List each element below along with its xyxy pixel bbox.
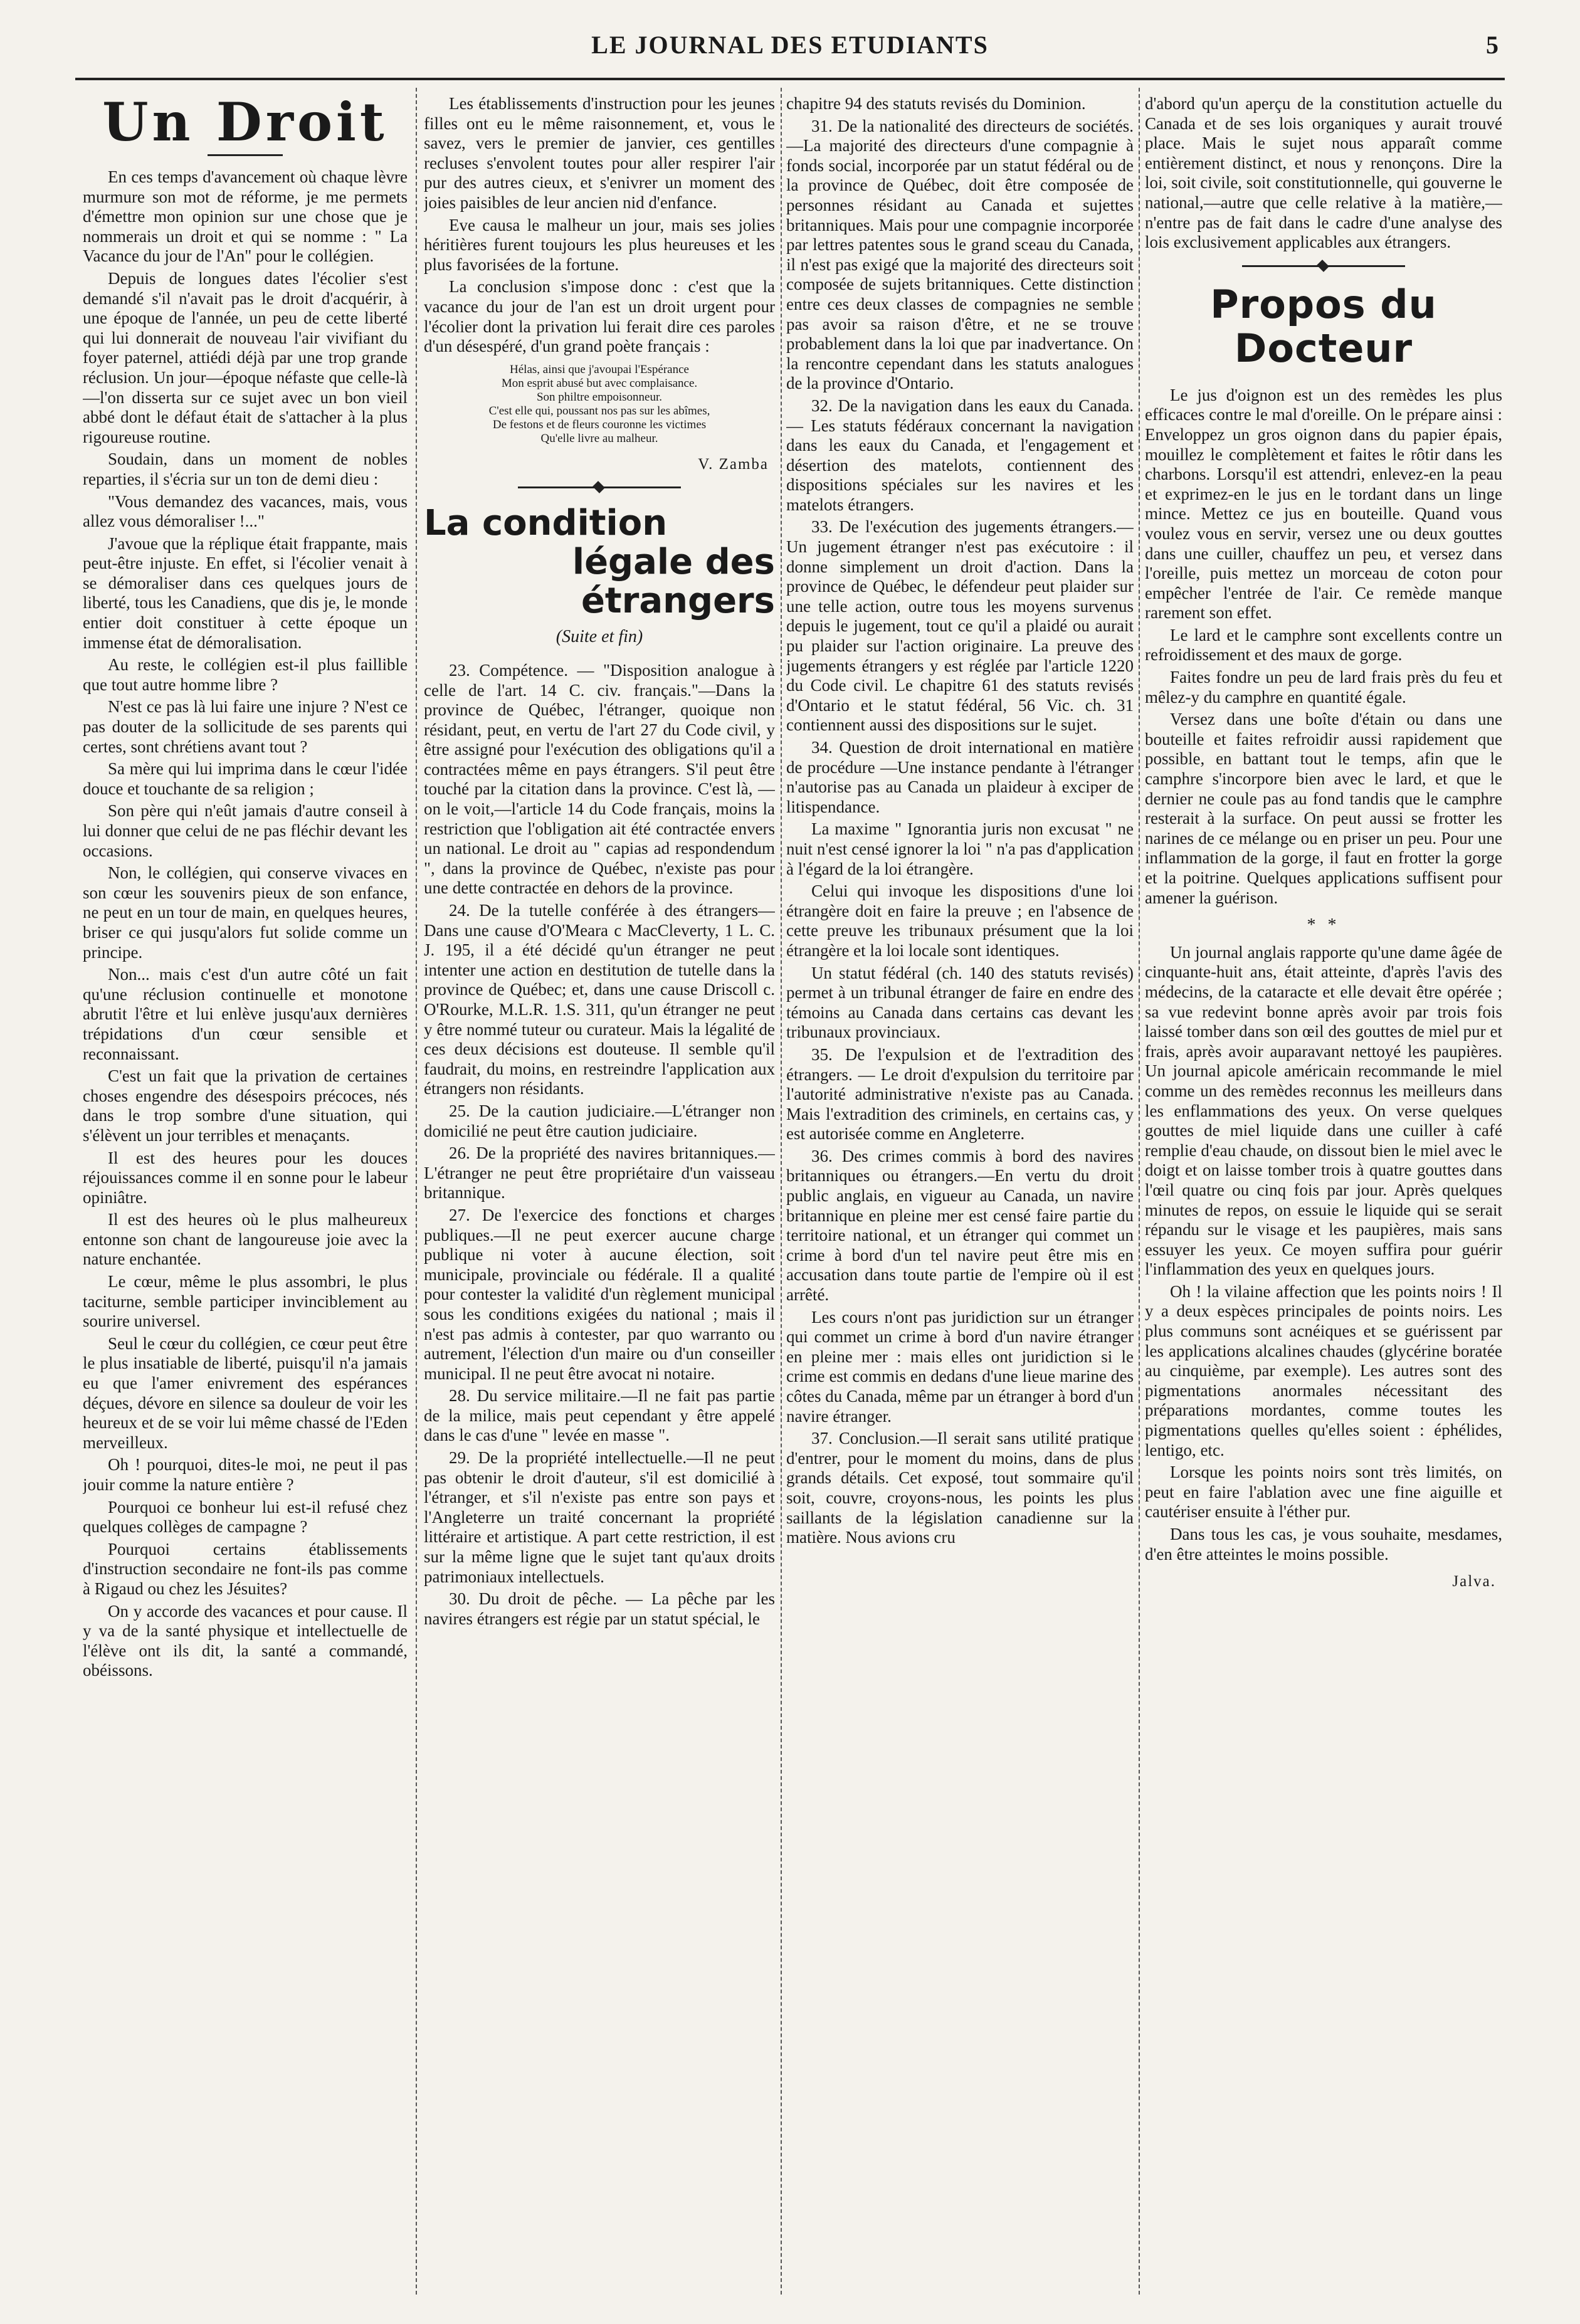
paragraph: 25. De la caution judiciaire.—L'étranger non domicilié ne peut être caution judiciaire. [424, 1101, 775, 1140]
article-title-line-1: La condition [424, 503, 668, 544]
poem-line: Son philtre empoisonneur. [536, 390, 662, 404]
paragraph: Il est des heures pour les douces réjouissances comme il en sonne pour le labeur opiniâtre. [83, 1148, 408, 1207]
paragraph: Un statut fédéral (ch. 140 des statuts revisés) permet à un tribunal étranger de faire en endre des témoins au Canada dans certains cas devant les tribunaux provinciaux. [786, 963, 1134, 1042]
ornament-divider [1242, 263, 1405, 269]
asterism: * * [1307, 915, 1340, 935]
paragraph: 36. Des crimes commis à bord des navires britanniques ou étrangers.—En vertu du droit public anglais, en vigueur au Canada, un navire britannique en pleine mer est censé faire partie du territoire national, et un étranger qui commet un crime à bord d'un tel navire peut être mis en accusation dans toute partie de l'empire où il est arrêté. [786, 1146, 1134, 1305]
paragraph: Sa mère qui lui imprima dans le cœur l'idée douce et touchante de sa religion ; [83, 759, 408, 798]
paragraph: Seul le cœur du collégien, ce cœur peut être le plus insatiable de liberté, puisqu'il n'a jamais eu que l'amer enivrement des espérances déçues, dévore en silence sa douleur de voir les heureux et de se voir lui même chassé de l'Eden merveilleux. [83, 1333, 408, 1452]
column-4 [1145, 94, 1502, 2295]
paragraph: C'est un fait que la privation de certaines choses engendre des désespoirs précoces, nés dans le trop sombre d'une situation, qui s'élèvent un jour terribles et menaçants. [83, 1066, 408, 1145]
paragraph: chapitre 94 des statuts revisés du Dominion. [786, 94, 1086, 113]
paragraph: Soudain, dans un moment de nobles reparties, il s'écria sur un ton de demi dieu : [83, 450, 408, 488]
paragraph: La maxime " Ignorantia juris non excusat " ne nuit n'est censé ignorer la loi " n'a pas d'application à l'égard de la loi étrangère. [786, 819, 1134, 878]
paragraph: Son père qui n'eût jamais d'autre conseil à lui donner que celui de ne pas fléchir devant les occasions. [83, 801, 408, 860]
column-divider [1139, 88, 1140, 2295]
paragraph: Il est des heures où le plus malheureux entonne son chant de langoureuse joie avec la nature enchantée. [83, 1210, 408, 1269]
paragraph: 32. De la navigation dans les eaux du Canada. — Les statuts fédéraux concernant la navigation dans les eaux du Canada, et l'engagement et désertion des matelots, contiennent des dispositions spéciales sur les navires et les matelots étrangers. [786, 396, 1134, 514]
paragraph: Le lard et le camphre sont excellents contre un refroidissement et des maux de gorge. [1145, 625, 1502, 665]
paragraph: 34. Question de droit international en matière de procédure —Une instance pendante à l'étranger n'autorise pas au Canada un plaideur à exciper de litispendance. [786, 738, 1134, 816]
paragraph: 30. Du droit de pêche. — La pêche par les navires étrangers est régie par un statut spécial, le [424, 1589, 775, 1628]
paragraph: En ces temps d'avancement où chaque lèvre murmure son mot de réforme, je me permets d'émettre mon opinion sur une chose que je nommerais un droit et qui se nomme : " La Vacance du jour de l'An" pour le collégien. [83, 167, 408, 266]
paragraph: Lorsque les points noirs sont très limités, on peut en faire l'ablation avec une fine aiguille et cautériser ensuite à l'éther pur. [1145, 1463, 1502, 1522]
column-divider [781, 88, 782, 2295]
paragraph: 28. Du service militaire.—Il ne fait pas partie de la milice, mais peut cependant y être appelé dans le cas d'une " levée en masse ". [424, 1386, 775, 1445]
paragraph: 29. De la propriété intellectuelle.—Il ne peut pas obtenir le droit d'auteur, s'il est domicilié à l'étranger, et s'il n'existe pas entre son pays et l'Angleterre un traité concernant la propriété littéraire et artistique. A part cette restriction, il est sur la même ligne que le sujet tant qu'aux droits patrimoniaux intellectuels. [424, 1448, 775, 1586]
paragraph: 23. Compétence. — "Disposition analogue à celle de l'art. 14 C. civ. français."—Dans la province de Québec, l'étranger, quoique non résidant, peut, en vertu de l'art 27 du Code civil, y être assigné pour l'exécution des obligations qu'il a contractées même en pays étrangers. S'il peut être touché par la citation dans la province. C'est là, —on le voit,—l'article 14 du Code français, moins la restriction que l'obligation ait été contractée envers un national. Le droit au " capias ad respondendum ", dans la province de Québec, n'existe pas pour une dette contractée en dehors de la province. [424, 660, 775, 898]
paragraph: J'avoue que la réplique était frappante, mais peut-être injuste. En effet, si l'écolier venait à se démoraliser dans ces quelques jours de liberté, tous les Canadiens, que dis je, le monde entier doit constituer à cette époque un immense état de démoralisation. [83, 534, 408, 652]
paragraph: 31. De la nationalité des directeurs de sociétés.—La majorité des directeurs d'une compagnie à fonds social, incorporée par un statut fédéral ou de la province de Québec, doit être composée de personnes résidant au Canada et sujettes britanniques. Mais pour une compagnie incorporée par lettres patentes sous le grand sceau du Canada, il n'est pas exigé que la majorité des directeurs soit composée de sujets britanniques. Cette distinction entre ces deux classes de compagnies ne semble pas avoir sa raison d'être, et ne se trouve probablement dans la loi que par inadvertance. On la rencontre cependant dans les statuts analogues de la province d'Ontario. [786, 116, 1134, 393]
paragraph: Celui qui invoque les dispositions d'une loi étrangère doit en faire la preuve ; en l'absence de cette preuve les tribunaux présument que la loi étrangère et la loi locale sont identiques. [786, 881, 1134, 960]
page-header [82, 25, 1498, 69]
paragraph: 35. De l'expulsion et de l'extradition des étrangers. — Le droit d'expulsion du territoire par l'autorité administrative n'existe pas au Canada. Mais l'extradition des criminels, en certains cas, y est autorisée comme en Angleterre. [786, 1044, 1134, 1144]
article-title-line-2: légale des étrangers [572, 542, 775, 622]
title-rule [208, 154, 283, 156]
poem-line: Qu'elle livre au malheur. [540, 431, 658, 445]
paragraph: 27. De l'exercice des fonctions et charges publiques.—Il ne peut exercer aucune charge publique ni voter à aucune élection, soit municipale, provinciale ou fédérale. Il a qualité pour contester la validité d'un règlement municipal sous les conditions exigées du national ; mais il n'est pas admis à contester, par quo warranto ou autrement, l'élection d'un maire ou d'un conseiller municipal. Il ne peut être avocat ni notaire. [424, 1205, 775, 1383]
column-divider [416, 88, 417, 2295]
paragraph: Eve causa le malheur un jour, mais ses jolies héritières furent toujours les plus heureuses et les plus favorisées de la fortune. [424, 215, 775, 274]
paragraph: Oh ! pourquoi, dites-le moi, ne peut il pas jouir comme la nature entière ? [83, 1455, 408, 1494]
paragraph: Les cours n'ont pas juridiction sur un étranger qui commet un crime à bord d'un navire étranger en pleine mer : mais elles ont juridiction si le crime est commis en dedans d'une lieue marine des côtes du Canada, même par un étranger à bord d'un navire étranger. [786, 1307, 1134, 1426]
poem-line: Hélas, ainsi que j'avoupai l'Espérance [510, 362, 689, 376]
paragraph: Les établissements d'instruction pour les jeunes filles ont eu le même raisonnement, et, vous le savez, vers le premier de janvier, ces gentilles recluses s'envolent toutes pour aller respirer l'air pur des autres cieux, et s'enivrer un moment des joies paisibles de leur ancien nid d'enfance. [424, 94, 775, 212]
poem-quote [424, 363, 775, 446]
page-number: 5 [1486, 31, 1498, 59]
header-rule [75, 78, 1505, 80]
poem-line: De festons et de fleurs couronne les victimes [492, 418, 707, 431]
ornament-divider [518, 484, 681, 490]
paragraph: "Vous demandez des vacances, mais, vous allez vous démoraliser !..." [83, 492, 408, 531]
article-body [83, 167, 408, 1681]
paragraph: Pourquoi ce bonheur lui est-il refusé chez quelques collèges de campagne ? [83, 1497, 408, 1537]
paragraph: Le jus d'oignon est un des remèdes les plus efficaces contre le mal d'oreille. On le prépare ainsi : Enveloppez un gros oignon dans du papier épais, mouillez le complètement et faites le rôtir dans les charbons. Lorsqu'il est attendri, enlevez-en la peau et exprimez-en le jus en le tordant dans un linge mince. Mettez ce jus en bouteille. Quand vous voulez vous en servir, versez une ou deux gouttes dans une cuiller, chauffez un peu, et versez dans l'oreille, puis mettez un morceau de coton pour empêcher l'entrée de l'air. Ce remède manque rarement son effet. [1145, 385, 1502, 623]
paragraph: 26. De la propriété des navires britanniques.—L'étranger ne peut être propriétaire d'un vaisseau britannique. [424, 1144, 775, 1202]
author-signature: Jalva. [1452, 1573, 1496, 1591]
paragraph: d'abord qu'un aperçu de la constitution actuelle du Canada et de ses lois organiques y aurait trouvé place. Mais le sujet nous apparaît comme entièrement distinct, et nous y renonçons. Dire la loi, soit civile, soit constitutionnelle, qui gouverne le national,—autre que celle relative à la matière,—n'entre pas de fait dans le cadre d'une analyse des lois exclusivement applicables aux étrangers. [1145, 94, 1502, 252]
article-body [1145, 386, 1502, 908]
article-title-un-droit: Un Droit [102, 94, 388, 153]
column-1 [83, 94, 408, 2295]
paragraph: Depuis de longues dates l'écolier s'est demandé s'il n'avait pas le droit d'acquérir, à une époque de l'année, un peu de cette liberté qui lui donnerait de nouveau l'air vivifiant du foyer paternel, attiédi déjà par une trop grande réclusion. Un jour—époque néfaste que celle-là—l'on disserta sur ce sujet avec un bon vieil abbé dont le défaut était de s'attacher à la plus rigoureuse routine. [83, 268, 408, 446]
author-signature: V. Zamba [698, 455, 769, 473]
article-title-propos: Propos du Docteur [1210, 281, 1437, 371]
poem-line: C'est elle qui, poussant nos pas sur les abîmes, [488, 404, 710, 418]
paragraph: N'est ce pas là lui faire une injure ? N'est ce pas douter de la sollicitude de ses parents qui certes, sont chrétiens avant tout ? [83, 697, 408, 756]
paragraph: Dans tous les cas, je vous souhaite, mesdames, d'en être atteintes le moins possible. [1145, 1525, 1502, 1564]
article-body [424, 661, 775, 1629]
article-body [1145, 943, 1502, 1564]
article-body [424, 94, 775, 357]
journal-title: LE JOURNAL DES ETUDIANTS [591, 31, 989, 59]
paragraph: La conclusion s'impose donc : c'est que la vacance du jour de l'an est un droit urgent pour l'écolier dont la privation lui ferait dire ces paroles d'un désespéré, d'un grand poète français : [424, 277, 775, 356]
article-body [786, 94, 1134, 1548]
paragraph: Un journal anglais rapporte qu'une dame âgée de cinquante-huit ans, était atteinte, d'après l'avis des médecins, de la cataracte et elle devait être opérée ; sa vue redevint bonne après avoir par trois fois laissé tomber dans son œil des gouttes de miel pur et frais, après avoir auparavant nettoyé les paupières. Un journal apicole américain recommande le miel comme un des remèdes reconnus les meilleurs dans les enflammations des yeux. On verse quelques gouttes de miel liquide dans une cuiller à café remplie d'eau chaude, on dissout bien le miel avec le doigt et on laisse tomber trois à quatre gouttes dans l'œil quatre ou cinq fois par jour. Après quelques minutes de repos, on essuie le liquide qui se serait répandu sur le visage et les paupières, mais sans essuyer les yeux. Ce moyen suffira pour guérir l'inflammation des yeux en quelques jours. [1145, 942, 1502, 1279]
paragraph: Versez dans une boîte d'étain ou dans une bouteille et faites refroidir aussi rapidement que possible, en battant tout le temps, afin que le camphre s'incorpore bien avec le lard, et que le dernier ne coule pas au fond tandis que le camphre resterait à la surface. On peut aussi se frotter les narines de ce mélange ou en priser un peu. Pour une inflammation de la gorge, il faut en frotter la gorge et la poitrine. Quelques applications suffisent pour amener la guérison. [1145, 710, 1502, 907]
paragraph: Non, le collégien, qui conserve vivaces en son cœur les souvenirs pieux de son enfance, ne peut en un tour de main, en quelques heures, briser ce qui jusqu'alors fut solide comme un principe. [83, 863, 408, 962]
column-3 [786, 94, 1134, 2295]
paragraph: Au reste, le collégien est-il plus faillible que tout autre homme libre ? [83, 655, 408, 694]
paragraph: 33. De l'exécution des jugements étrangers.—Un jugement étranger n'est pas exécutoire : il donne simplement un droit d'action. Dans la province de Québec, le défendeur peut plaider sur une telle action, outre tous les moyens survenus depuis le jugement, tout ce qu'il a plaidé ou aurait pu plaider sur l'action originaire. La preuve des jugements étrangers y est réglée par l'article 1220 du Code civil. Le chapitre 61 des statuts revisés d'Ontario et le statut fédéral, 56 Vic. ch. 31 contiennent aussi des dispositions sur le sujet. [786, 517, 1134, 735]
article-subtitle: (Suite et fin) [556, 627, 643, 647]
paragraph: On y accorde des vacances et pour cause. Il y va de la santé physique et intellectuelle de l'élève ont ils dit, la santé a commandé, obéissons. [83, 1601, 408, 1680]
paragraph: 24. De la tutelle conférée à des étrangers—Dans une cause d'O'Meara c MacCleverty, 1 L. C. J. 195, il a été décidé qu'un étranger ne peut intenter une action en destitution de tutelle dans la province de Québec; et, dans une cause Driscoll c. O'Rourke, M.L.R. 1.S. 311, qu'un étranger ne peut y être nommé tuteur ou curateur. Mais la légalité de ces deux décisions est douteuse. Il semble qu'il faudrait, du moins, en restreindre l'application aux étrangers non résidants. [424, 901, 775, 1098]
paragraph: Pourquoi certains établissements d'instruction secondaire ne font-ils pas comme à Rigaud ou chez les Jésuites? [83, 1539, 408, 1598]
paragraph: Oh ! la vilaine affection que les points noirs ! Il y a deux espèces principales de points noirs. Les plus communs sont acnéiques et se guérissent par les applications alcalines chaudes (glycérine boratée au cinquième, par exemple). Les autres sont des pigmentations anormales nécessitant des préparations mordantes, comme toutes les pigmentations quelles qu'elles soient : éphélides, lentigo, etc. [1145, 1281, 1502, 1459]
paragraph: 37. Conclusion.—Il serait sans utilité pratique d'entrer, pour le moment du moins, dans de plus grands détails. Cet exposé, tout sommaire qu'il soit, couvre, croyons-nous, les points les plus saillants de la législation canadienne sur la matière. Nous avions cru [786, 1429, 1134, 1547]
paragraph: Faites fondre un peu de lard frais près du feu et mêlez-y du camphre en quantité égale. [1145, 668, 1502, 707]
column-2 [424, 94, 775, 2295]
poem-line: Mon esprit abusé but avec complaisance. [501, 376, 698, 390]
paragraph: Le cœur, même le plus assombri, le plus taciturne, semble participer invinciblement au sourire universel. [83, 1272, 408, 1331]
article-body [1145, 94, 1502, 253]
paragraph: Non... mais c'est d'un autre côté un fait qu'une réclusion continuelle et monotone abrutit l'être et lui enlève jusqu'aux dernières trépidations d'un cœur sensible et reconnaissant. [83, 965, 408, 1063]
